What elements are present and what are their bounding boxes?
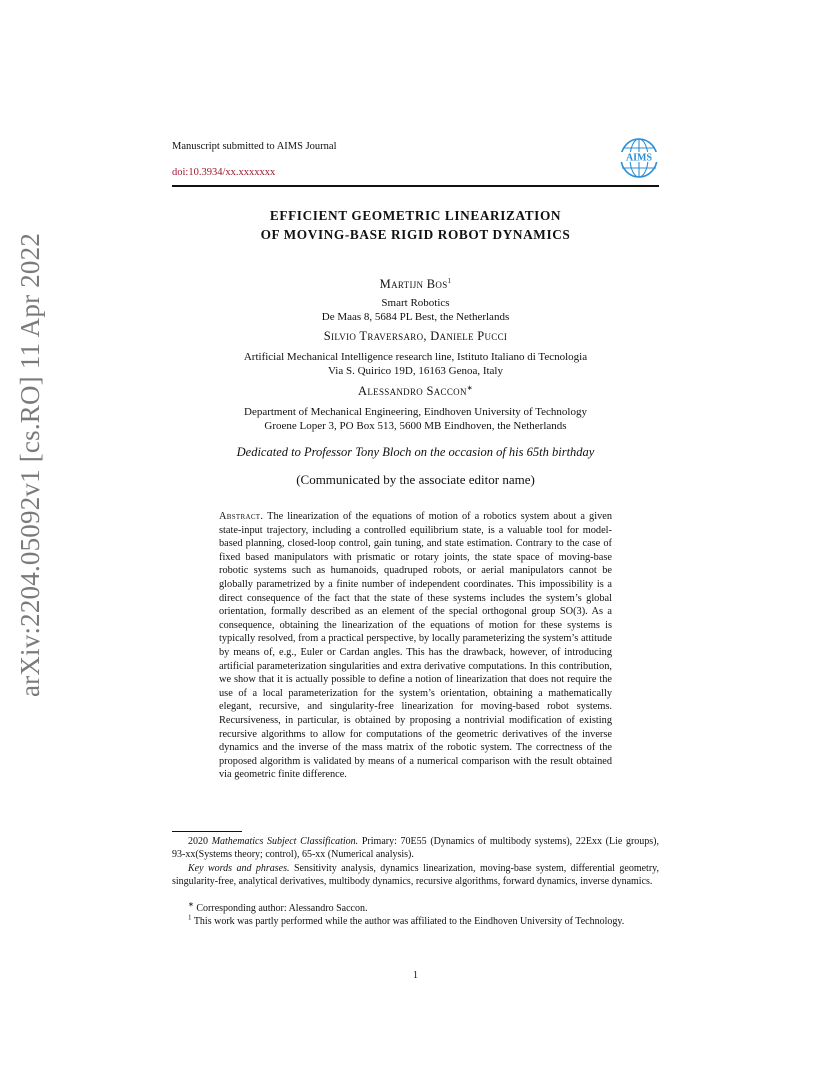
footnote-keywords — [172, 863, 659, 888]
footnote-1 — [172, 913, 659, 929]
affiliation-1-line2: De Maas 8, 5684 PL Best, the Netherlands — [321, 311, 510, 323]
msc-year: 2020 — [188, 836, 208, 847]
affiliation-3-line1: Department of Mechanical Engineering, Eindhoven University of Technology — [244, 406, 587, 418]
affiliation-2-line2: Via S. Quirico 19D, 16163 Genoa, Italy — [327, 365, 503, 377]
abstract-text: The linearization of the equations of motion of a robotics system about a given state-input trajectory, including a controlled equilibrium state, is a valuable tool for model-based planning, closed-loop control, gain tuning, and state estimation. Contrary to the case of fixed based manipulators with prismatic or rotary joints, the state space of moving-base robotic systems such as humanoids, quadruped robots, or aerial manipulators cannot be globally parametrized by a finite number of independent coordinates. This impossibility is a direct consequence of the fact that the state of these systems includes the system’s global orientation, formally described as an element of the special orthogonal group SO(3). As a consequence, obtaining the linearization of the equations of motion for these systems is typically resolved, from a practical perspective, by locally parameterizing the system’s attitude by means of, e.g., Euler or Cardan angles. This has the drawback, however, of introducing artificial parameterization singularities and extra derivative computations. In this contribution, we show that it is actually possible to define a notion of linearization that does not require the use of a local parameterization for the system’s orientation, obtaining a mathematically elegant, recursive, and singularity-free linearization for moving-based robot systems. Recursiveness, in particular, is obtained by proposing a nontrivial modification of existing recursive algorithms to allow for computations of the geometric derivatives of the inverse dynamics and the inverse of the mass matrix of the robotic system. The correctness of the proposed algorithm is validated by means of a numerical comparison with the result obtained via geometric finite difference. — [219, 511, 613, 781]
author-1-name: Martijn Bos — [379, 277, 448, 291]
paper-title-line2: OF MOVING-BASE RIGID ROBOT DYNAMICS — [260, 227, 571, 242]
communicated-by: (Communicated by the associate editor name) — [296, 472, 535, 487]
keywords-text: Sensitivity analysis, dynamics linearization, moving-base system, differential geometry, singularity-free, analytical derivatives, multibody dynamics, recursive algorithms, forward dynamics, inverse dynamics. — [172, 863, 660, 887]
paper-title-line1: EFFICIENT GEOMETRIC LINEARIZATION — [269, 208, 562, 223]
author-1 — [172, 277, 659, 291]
footnote-rule — [172, 831, 242, 832]
author-3-mark: ∗ — [466, 383, 473, 392]
header-rule — [172, 185, 659, 187]
abstract-label: Abstract. — [219, 511, 264, 522]
journal-header: Manuscript submitted to AIMS Journal — [172, 141, 337, 152]
footnote-msc — [172, 836, 659, 861]
note1-mark: 1 — [188, 913, 192, 922]
arxiv-identifier: arXiv:2204.05092v1 [cs.RO] 11 Apr 2022 — [15, 232, 45, 698]
affiliation-2-line1: Artificial Mechanical Intelligence research line, Istituto Italiano di Tecnologia — [243, 351, 588, 363]
corr-text: Corresponding author: Alessandro Saccon. — [196, 903, 368, 914]
doi-link[interactable]: doi:10.3934/xx.xxxxxxx — [172, 167, 276, 178]
aims-logo-text: AIMS — [625, 152, 653, 164]
msc-text: Primary: 70E55 (Dynamics of multibody systems), 22Exx (Lie groups), 93-xx(Systems theory; control), 65-xx (Numerical analysis). — [172, 836, 660, 860]
note1-text: This work was partly performed while the author was affiliated to the Eindhoven University of Technology. — [193, 916, 625, 927]
author-1-mark: 1 — [447, 276, 452, 285]
affiliation-1-line1: Smart Robotics — [381, 297, 450, 309]
aims-logo-icon — [619, 137, 659, 179]
corr-mark: ∗ — [188, 900, 194, 909]
keywords-label: Key words and phrases. — [188, 863, 290, 874]
author-3 — [172, 384, 659, 398]
footnote-corresponding — [172, 900, 659, 916]
abstract — [219, 510, 612, 782]
dedication: Dedicated to Professor Tony Bloch on the occasion of his 65th birthday — [236, 445, 595, 459]
affiliation-3-line2: Groene Loper 3, PO Box 513, 5600 MB Eindhoven, the Netherlands — [264, 420, 567, 432]
msc-label: Mathematics Subject Classification. — [211, 836, 359, 847]
author-3-name: Alessandro Saccon — [358, 384, 467, 398]
author-2: Silvio Traversaro, Daniele Pucci — [323, 329, 508, 343]
page-number: 1 — [413, 970, 418, 981]
